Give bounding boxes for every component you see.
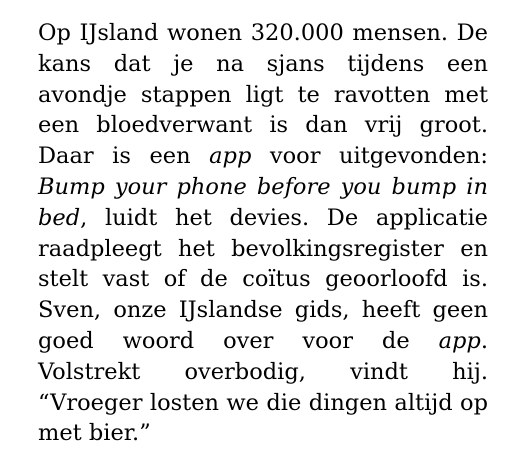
document-page	[38, 18, 488, 449]
text-segment: voor uitgevonden:	[251, 143, 488, 170]
body-paragraph	[38, 18, 488, 449]
text-segment: , luidt het devies. De applicatie raadpleegt het bevolkingsregister en stelt vast of de coïtus geoorloofd is. Sven, onze IJslandse gids, heeft geen goed woord over voor de	[38, 204, 488, 354]
italic-slogan: Bump your phone before you bump in bed	[38, 173, 488, 231]
italic-term-app: app	[209, 143, 252, 170]
text-segment: Op IJsland wonen 320.000 mensen. De kans dat je na sjans tijdens een avondje stappen ligt te ravotten met een bloedverwant is dan vrij groot. Daar is een	[38, 20, 488, 170]
text-segment: . Volstrekt overbodig, vindt hij. “Vroeger losten we die dingen altijd op met bier.”	[38, 327, 488, 447]
italic-term-app: app	[438, 327, 481, 354]
